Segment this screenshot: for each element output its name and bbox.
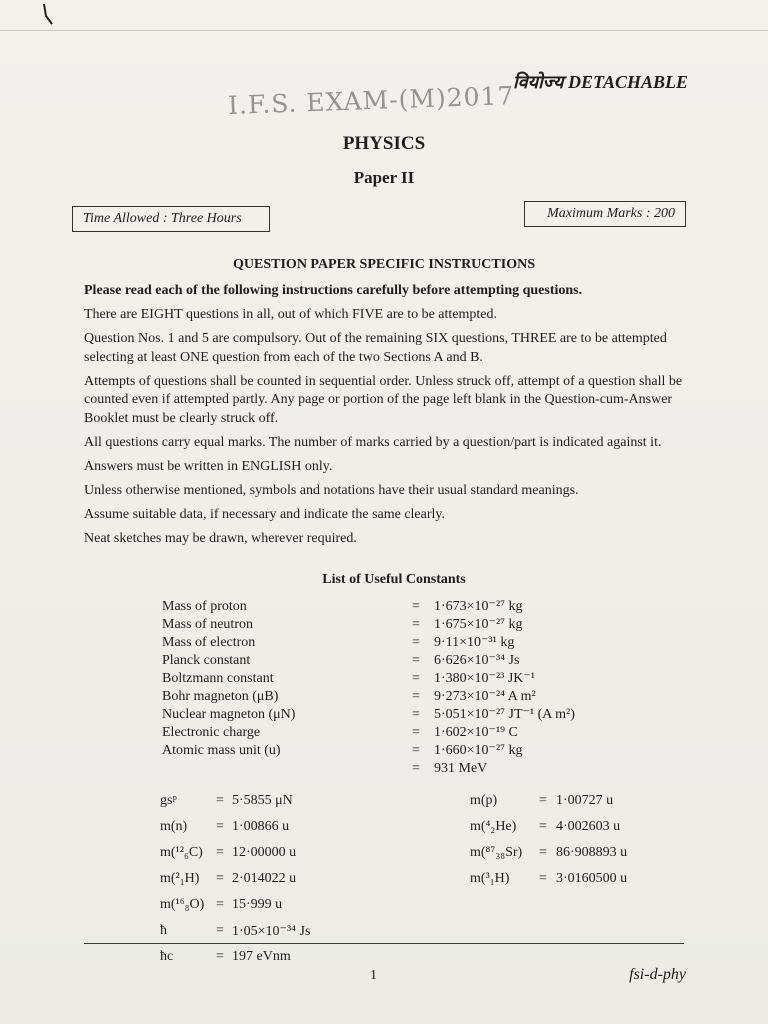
mass-symbol: ħc xyxy=(160,949,174,964)
constant-name: Electronic charge xyxy=(162,725,261,740)
constants-table xyxy=(162,598,634,778)
equals-sign: = xyxy=(412,743,420,758)
mass-row xyxy=(160,866,372,892)
equals-sign: = xyxy=(412,653,420,668)
instructions-list xyxy=(84,282,690,554)
mass-value: 4·002603 u xyxy=(556,819,621,834)
constant-value: 1·675×10⁻²⁷ kg xyxy=(434,617,523,632)
page-number: 1 xyxy=(370,968,377,983)
constant-row xyxy=(162,598,634,616)
paper-code: fsi-d-phy xyxy=(629,966,686,983)
constant-value: 6·626×10⁻³⁴ Js xyxy=(434,653,520,668)
constants-title: List of Useful Constants xyxy=(322,572,466,587)
equals-sign: = xyxy=(412,671,420,686)
constant-name: Boltzmann constant xyxy=(162,671,274,686)
constant-value: 1·602×10⁻¹⁹ C xyxy=(434,725,518,740)
mass-value: 86·908893 u xyxy=(556,845,628,860)
mass-symbol: m(⁴₂He) xyxy=(470,819,517,834)
constant-value: 5·051×10⁻²⁷ JT⁻¹ (A m²) xyxy=(434,707,575,722)
time-allowed-box: Time Allowed : Three Hours xyxy=(72,206,270,232)
constant-value: 1·660×10⁻²⁷ kg xyxy=(434,743,523,758)
equals-sign: = xyxy=(539,845,547,860)
mass-symbol: m(n) xyxy=(160,819,188,834)
mass-symbol: m(p) xyxy=(470,793,498,808)
equals-sign: = xyxy=(216,923,224,938)
equals-sign: = xyxy=(539,871,547,886)
exam-stamp: I.F.S. EXAM-(M)2017 xyxy=(227,81,515,120)
mass-symbol: m(¹²₆C) xyxy=(160,845,203,860)
instruction-item: Assume suitable data, if necessary and indicate the same clearly. xyxy=(84,506,446,522)
constant-value: 1·380×10⁻²³ JK⁻¹ xyxy=(434,671,535,686)
instruction-item: Question Nos. 1 and 5 are compulsory. Out of the remaining SIX questions, THREE are to be attempted selecting at least ONE question from each of the two Sections A and B. xyxy=(84,330,667,365)
constant-name: Planck constant xyxy=(162,653,251,668)
mass-row xyxy=(160,918,372,944)
equals-sign: = xyxy=(412,689,420,704)
equals-sign: = xyxy=(216,793,224,808)
page-top-edge xyxy=(0,30,768,31)
constant-row xyxy=(162,706,634,724)
mass-row xyxy=(470,788,696,814)
constant-row xyxy=(162,688,634,706)
instruction-item: Answers must be written in ENGLISH only. xyxy=(84,459,333,475)
mass-value: 197 eVnm xyxy=(232,949,291,964)
equals-sign: = xyxy=(412,707,420,722)
mass-value: 3·0160500 u xyxy=(556,871,628,886)
mass-value: 15·999 u xyxy=(232,897,283,912)
mass-symbol: ħ xyxy=(160,923,167,938)
mass-symbol: m(¹⁶₈O) xyxy=(160,897,205,912)
equals-sign: = xyxy=(216,949,224,964)
mass-symbol: m(³₁H) xyxy=(470,871,510,886)
mass-row xyxy=(160,840,372,866)
constant-name: Bohr magneton (μB) xyxy=(162,689,279,704)
constant-name: Nuclear magneton (μN) xyxy=(162,707,296,722)
equals-sign: = xyxy=(216,819,224,834)
constant-row xyxy=(162,742,634,760)
constant-row xyxy=(162,616,634,634)
constant-name: Mass of proton xyxy=(162,599,247,614)
constant-value: 9·11×10⁻³¹ kg xyxy=(434,635,515,650)
instructions-title: QUESTION PAPER SPECIFIC INSTRUCTIONS xyxy=(233,257,535,272)
instruction-item: There are EIGHT questions in all, out of which FIVE are to be attempted. xyxy=(84,306,498,322)
paper-title: Paper II xyxy=(353,168,415,187)
constant-name: Mass of electron xyxy=(162,635,256,650)
mass-row xyxy=(160,814,372,840)
mass-symbol: m(²₁H) xyxy=(160,871,200,886)
constant-row xyxy=(162,724,634,742)
constant-row xyxy=(162,634,634,652)
equals-sign: = xyxy=(216,845,224,860)
maximum-marks-box: Maximum Marks : 200 xyxy=(524,201,686,227)
equals-sign: = xyxy=(216,871,224,886)
equals-sign: = xyxy=(412,635,420,650)
instruction-item: Unless otherwise mentioned, symbols and notations have their usual standard meanings. xyxy=(84,483,579,499)
constant-row xyxy=(162,760,634,778)
instruction-item: All questions carry equal marks. The number of marks carried by a question/part is indicated against it. xyxy=(84,435,662,451)
equals-sign: = xyxy=(412,617,420,632)
constant-name xyxy=(162,760,398,778)
equals-sign: = xyxy=(412,599,420,614)
mass-row xyxy=(470,840,696,866)
mass-row xyxy=(470,814,696,840)
equals-sign: = xyxy=(412,761,420,776)
constant-value: 1·673×10⁻²⁷ kg xyxy=(434,599,523,614)
instructions-lead: Please read each of the following instructions carefully before attempting questions. xyxy=(84,283,583,298)
footer-rule xyxy=(84,943,684,944)
instruction-item: Neat sketches may be drawn, wherever required. xyxy=(84,530,357,546)
mass-value: 1·05×10⁻³⁴ Js xyxy=(232,923,311,939)
equals-sign: = xyxy=(539,819,547,834)
mass-symbol: m(⁸⁷₃₈Sr) xyxy=(470,845,523,860)
constant-value: 931 MeV xyxy=(434,761,488,776)
constant-name: Mass of neutron xyxy=(162,617,253,632)
equals-sign: = xyxy=(216,897,224,912)
equals-sign: = xyxy=(539,793,547,808)
subject-title: PHYSICS xyxy=(342,133,426,154)
instruction-item: Attempts of questions shall be counted in sequential order. Unless struck off, attempt of a question shall be counted even if attempted partly. Any page or portion of the page left blank in the Question-cum-Answer Booklet must be clearly struck off. xyxy=(84,373,683,427)
equals-sign: = xyxy=(412,725,420,740)
mass-value: 5·5855 μN xyxy=(232,793,293,808)
constant-name: Atomic mass unit (u) xyxy=(162,743,281,758)
mass-value: 1·00866 u xyxy=(232,819,290,834)
constant-row xyxy=(162,670,634,688)
mass-value: 12·00000 u xyxy=(232,845,297,860)
mass-row xyxy=(160,788,372,814)
constant-value: 9·273×10⁻²⁴ A m² xyxy=(434,689,536,704)
mass-row xyxy=(160,892,372,918)
mass-value: 1·00727 u xyxy=(556,793,614,808)
mass-value: 2·014022 u xyxy=(232,871,297,886)
mass-row xyxy=(160,944,372,970)
constant-row xyxy=(162,652,634,670)
mass-values-right xyxy=(470,788,696,892)
detachable-label: वियोज्य DETACHABLE xyxy=(512,72,688,92)
mass-row xyxy=(470,866,696,892)
mass-symbol: gsᵖ xyxy=(160,793,177,808)
corner-mark xyxy=(40,2,56,32)
